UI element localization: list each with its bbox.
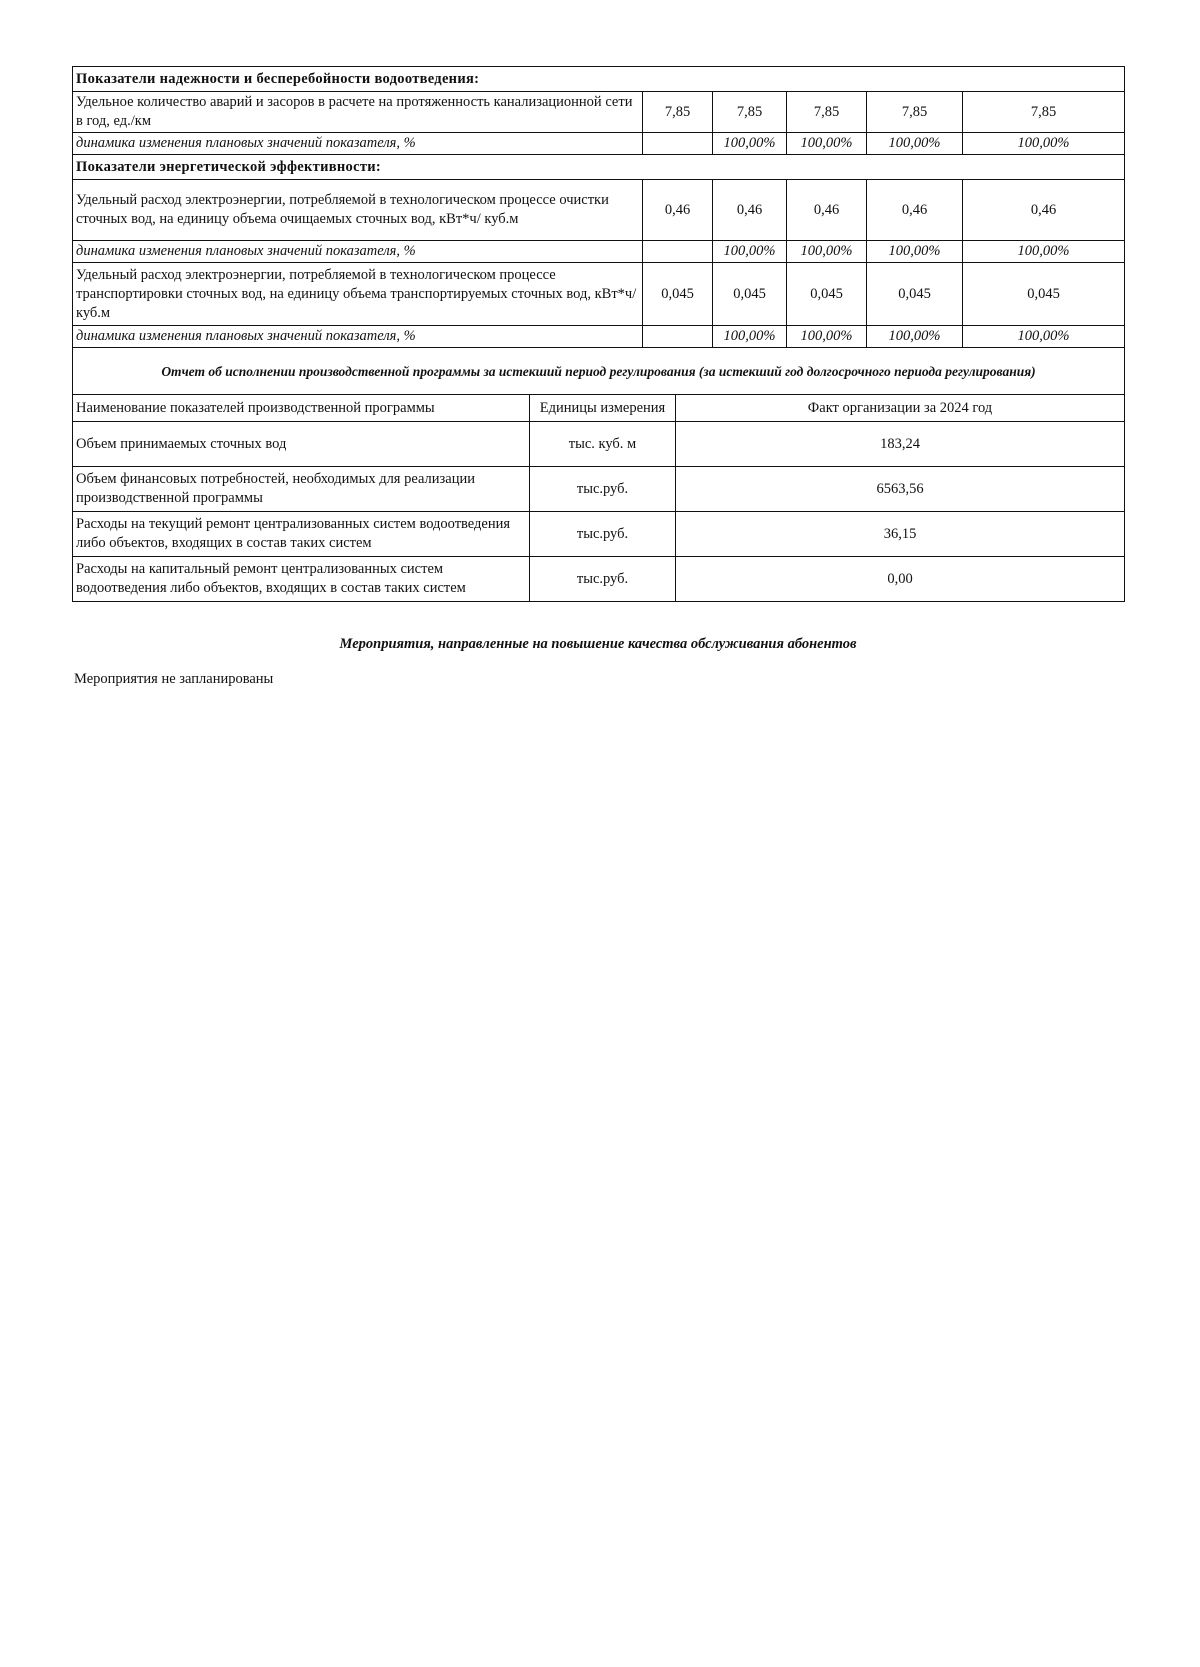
table-row	[73, 133, 1125, 155]
indicator-value: 0,045	[713, 263, 787, 326]
report-item-value: 6563,56	[676, 467, 1125, 512]
indicator-value: 0,46	[643, 180, 713, 241]
dynamics-value: 100,00%	[963, 241, 1125, 263]
dynamics-label: динамика изменения плановых значений показателя, %	[73, 241, 643, 263]
indicator-value: 0,045	[867, 263, 963, 326]
column-header: Наименование показателей производственной программы	[73, 395, 530, 422]
dynamics-value	[643, 241, 713, 263]
indicator-name: Удельное количество аварий и засоров в расчете на протяженность канализационной сети в год, ед./км	[73, 92, 643, 133]
dynamics-value: 100,00%	[963, 326, 1125, 348]
measures-text: Мероприятия не запланированы	[74, 671, 274, 687]
report-item-unit: тыс.руб.	[530, 467, 676, 512]
report-header-row	[73, 395, 1125, 422]
table-row	[73, 326, 1125, 348]
report-item-value: 36,15	[676, 512, 1125, 557]
indicator-value: 7,85	[867, 92, 963, 133]
report-item-name: Расходы на капитальный ремонт централизованных систем водоотведения либо объектов, входящих в состав таких систем	[73, 557, 530, 602]
report-table	[72, 394, 1125, 602]
table-row	[73, 512, 1125, 557]
indicator-value: 0,46	[787, 180, 867, 241]
dynamics-value: 100,00%	[867, 241, 963, 263]
table-row	[73, 422, 1125, 467]
dynamics-value	[643, 326, 713, 348]
report-item-unit: тыс. куб. м	[530, 422, 676, 467]
report-item-name: Объем финансовых потребностей, необходимых для реализации производственной программы	[73, 467, 530, 512]
table-row	[73, 557, 1125, 602]
report-item-name: Объем принимаемых сточных вод	[73, 422, 530, 467]
indicator-name: Удельный расход электроэнергии, потребляемой в технологическом процессе транспортировки сточных вод, на единицу объема транспортируемых сточных вод, кВт*ч/ куб.м	[73, 263, 643, 326]
table-row	[73, 92, 1125, 133]
reliability-title: Показатели надежности и бесперебойности водоотведения:	[73, 67, 1125, 92]
table-row	[73, 241, 1125, 263]
indicator-value: 7,85	[787, 92, 867, 133]
document-page	[72, 66, 1124, 602]
dynamics-value: 100,00%	[713, 326, 787, 348]
dynamics-value: 100,00%	[787, 133, 867, 155]
indicator-value: 7,85	[713, 92, 787, 133]
indicator-value: 7,85	[643, 92, 713, 133]
dynamics-value: 100,00%	[867, 326, 963, 348]
indicator-name: Удельный расход электроэнергии, потребляемой в технологическом процессе очистки сточных вод, на единицу объема очищаемых сточных вод, кВт*ч/ куб.м	[73, 180, 643, 241]
table-row	[73, 263, 1125, 326]
energy-section-header	[73, 155, 1125, 180]
dynamics-value: 100,00%	[713, 133, 787, 155]
indicator-value: 0,46	[713, 180, 787, 241]
table-row	[73, 467, 1125, 512]
indicator-value: 0,46	[867, 180, 963, 241]
dynamics-label: динамика изменения плановых значений показателя, %	[73, 133, 643, 155]
report-item-value: 0,00	[676, 557, 1125, 602]
column-header: Единицы измерения	[530, 395, 676, 422]
measures-title: Мероприятия, направленные на повышение качества обслуживания абонентов	[339, 636, 857, 652]
dynamics-value: 100,00%	[963, 133, 1125, 155]
report-item-unit: тыс.руб.	[530, 512, 676, 557]
dynamics-value: 100,00%	[713, 241, 787, 263]
indicator-value: 0,46	[963, 180, 1125, 241]
report-caption-row	[73, 348, 1125, 395]
indicator-value: 7,85	[963, 92, 1125, 133]
dynamics-value: 100,00%	[787, 241, 867, 263]
indicator-value: 0,045	[787, 263, 867, 326]
dynamics-value: 100,00%	[867, 133, 963, 155]
indicator-value: 0,045	[963, 263, 1125, 326]
indicators-table	[72, 66, 1125, 395]
column-header: Факт организации за 2024 год	[676, 395, 1125, 422]
report-caption: Отчет об исполнении производственной программы за истекший период регулирования (за истекший год долгосрочного периода регулирования)	[73, 348, 1125, 395]
indicator-value: 0,045	[643, 263, 713, 326]
energy-title: Показатели энергетической эффективности:	[73, 155, 1125, 180]
table-row	[73, 180, 1125, 241]
report-item-unit: тыс.руб.	[530, 557, 676, 602]
dynamics-value	[643, 133, 713, 155]
report-item-value: 183,24	[676, 422, 1125, 467]
report-item-name: Расходы на текущий ремонт централизованных систем водоотведения либо объектов, входящих в состав таких систем	[73, 512, 530, 557]
dynamics-value: 100,00%	[787, 326, 867, 348]
reliability-section-header	[73, 67, 1125, 92]
dynamics-label: динамика изменения плановых значений показателя, %	[73, 326, 643, 348]
